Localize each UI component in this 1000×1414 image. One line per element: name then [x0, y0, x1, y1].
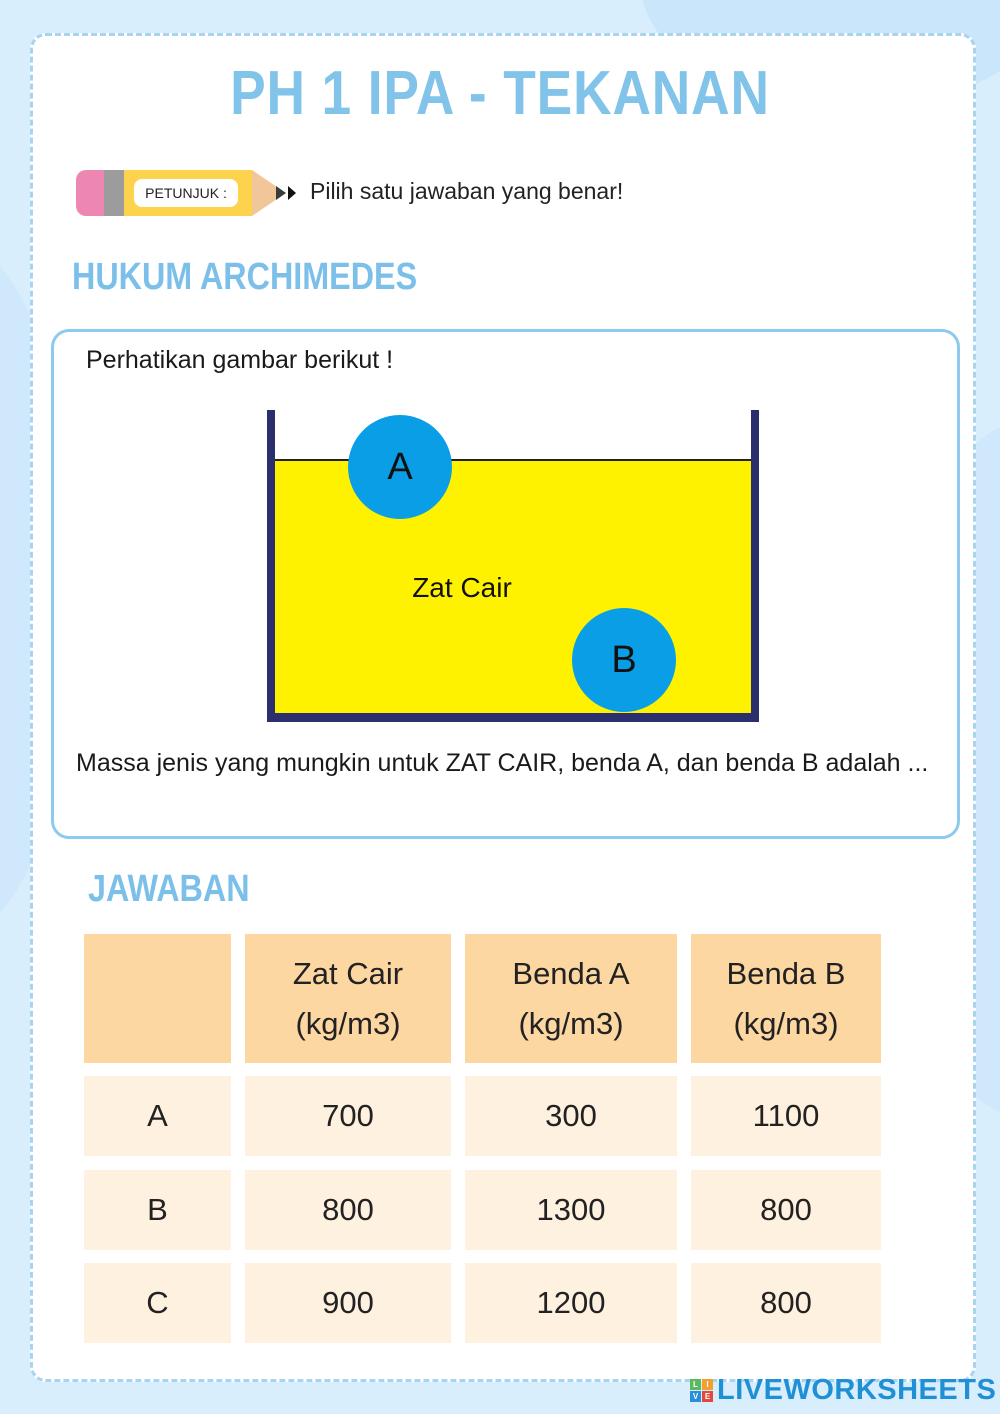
instruction-text: Pilih satu jawaban yang benar!	[310, 178, 624, 204]
table-cell: 1200	[465, 1263, 677, 1343]
brand-logo	[690, 1372, 996, 1408]
instruction-tag: PETUNJUK :	[134, 179, 238, 207]
question-prompt: Perhatikan gambar berikut !	[86, 346, 394, 374]
table-cell: 800	[245, 1170, 451, 1250]
container-floor	[267, 713, 759, 722]
table-cell: 1100	[691, 1076, 881, 1156]
table-cell: 900	[245, 1263, 451, 1343]
table-cell: 700	[245, 1076, 451, 1156]
container-right-wall	[751, 410, 759, 721]
section-heading-answer: JAWABAN	[88, 868, 250, 910]
answer-option-label[interactable]: C	[84, 1263, 231, 1343]
ball-a-label: A	[387, 446, 413, 488]
table-cell: 300	[465, 1076, 677, 1156]
table-header-cell: Zat Cair (kg/m3)	[245, 934, 451, 1063]
table-header-cell: Benda B (kg/m3)	[691, 934, 881, 1063]
archimedes-diagram	[262, 405, 766, 727]
table-header-cell: Benda A (kg/m3)	[465, 934, 677, 1063]
answer-option-label[interactable]: A	[84, 1076, 231, 1156]
liquid-fill	[271, 460, 755, 715]
liveworksheets-grid-icon: L I V E	[690, 1379, 713, 1402]
container-left-wall	[267, 410, 275, 721]
table-cell: 800	[691, 1170, 881, 1250]
answer-option-label[interactable]: B	[84, 1170, 231, 1250]
table-header-corner	[84, 934, 231, 1063]
page-title: PH 1 IPA - TEKANAN	[230, 59, 770, 128]
question-text: Massa jenis yang mungkin untuk ZAT CAIR, benda A, dan benda B adalah ...	[76, 749, 929, 777]
section-heading-archimedes: HUKUM ARCHIMEDES	[72, 256, 418, 298]
pencil-icon	[76, 170, 296, 216]
table-cell: 1300	[465, 1170, 677, 1250]
ball-b-label: B	[611, 639, 637, 681]
liquid-label: Zat Cair	[412, 572, 512, 603]
brand-name: LIVEWORKSHEETS	[717, 1373, 997, 1406]
table-cell: 800	[691, 1263, 881, 1343]
